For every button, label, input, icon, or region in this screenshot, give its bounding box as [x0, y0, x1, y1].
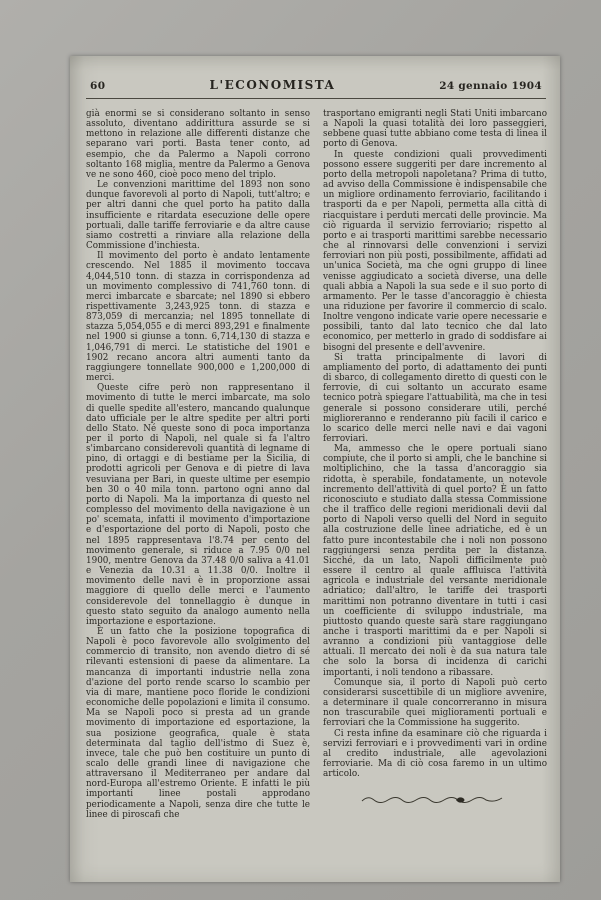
- paragraph: Si tratta principalmente di lavori di ampliamento del porto, di adattamento dei punti di sbarco, di collegamento diretto di questi con le ferrovie, di cui soltanto un accurato esame tecnico potrà spiegare l'attuabilità, ma che in tesi generale si possono considerare utili, perché miglioreranno e renderanno più facili il carico e lo scarico delle merci nelle navi e dai vagoni ferroviari.: [323, 352, 547, 444]
- squiggle-rule-ornament-icon: [360, 794, 510, 806]
- paragraph: Ma, ammesso che le opere portuali siano compiute, che il porto si ampli, che le banchine si moltiplichino, che la tassa d'ancoraggio sia ridotta, è sperabile, fondatamente, un notevole incremento dell'attività di quel porto? È un fatto riconosciuto e studiato dalla stessa Commissione che il traffico delle regioni meridionali devii dal porto di Napoli verso quelli del Nord in seguito alla costruzione delle linee adriatiche, ed è un fatto pure incontestabile che i noli non possono raggiungersi senza perdita per la distanza. Sicché, da un lato, Napoli difficilmente può essere il centro al quale affluisca l'attività agricola e industriale del versante meridionale adriatico; dall'altro, le tariffe dei trasporti marittimi non potranno diventare in tutti i casi un coefficiente di sviluppo industriale, ma piuttosto quando queste sarà stare raggiungano anche i trasporti marittimi da e per Napoli si avranno a condizioni più vantaggiose delle attuali. Il mercato dei noli è da sua natura tale che solo la borsa di incidenza di carichi importanti, i noli tendono a ribassare.: [323, 444, 547, 678]
- left-column: [86, 109, 310, 820]
- left-column-paragraphs: [86, 109, 310, 820]
- paragraph: già enormi se si considerano soltanto in senso assoluto, diventano addirittura assurde se si mettono in relazione alle differenti distanze che separano vari porti. Basta tener conto, ad esempio, che da Palermo a Napoli corrono soltanto 168 miglia, mentre da Palermo a Genova ve ne sono 460, cioè poco meno del triplo.: [86, 109, 310, 180]
- paragraph: Comunque sia, il porto di Napoli può certo considerarsi suscettibile di un migliore avvenire, a determinare il quale concorreranno in misura non trascurabile quei miglioramenti portuali e ferroviari che la Commissione ha suggerito.: [323, 677, 547, 729]
- paragraph: Ci resta infine da esaminare ciò che riguarda i servizi ferroviari e i provvedimenti vari in ordine al credito industriale, alle agevolazioni ferroviarie. Ma di ciò cosa faremo in un ultimo articolo.: [323, 728, 547, 780]
- paragraph: Queste cifre però non rappresentano il movimento di tutte le merci imbarcate, ma solo di quelle spedite all'estero, mancando qualunque dato ufficiale per le altre spedite per altri porti dello Stato. Né queste sono di poca importanza per il porto di Napoli, nel quale si fa l'altro s'imbarcano considerevoli quantità di legname di pino, di ortaggi e di bestiame per la Sicilia, di prodotti agricoli per Genova e di pietre di lava vesuviana per Bari, in queste ultime per esempio ben 30 o 40 mila tonn. partono ogni anno dal porto di Napoli. Ma la importanza di questo nel complesso del movimento della navigazione è un po' scemata, infatti il movimento d'importazione e d'esportazione del porto di Napoli, posto che nel 1895 rappresentava l'8.74 per cento del movimento generale, si riduce a 7.95 0/0 nel 1900, mentre Genova da 37.48 0/0 saliva a 41.01 e Venezia da 10.31 a 11.38 0/0. Inoltre il movimento delle navi è in proporzione assai maggiore di quello delle merci e l'aumento considerevole del tonnellaggio è dunque in questo stato seguito da analogo aumento nella importazione e esportazione.: [86, 383, 310, 627]
- paragraph: trasportano emigranti negli Stati Uniti imbarcano a Napoli la quasi totalità dei loro passeggieri, sebbene quasi tutte abbiano come testa di linea il porto di Genova.: [323, 109, 547, 150]
- page-number: 60: [90, 80, 106, 92]
- right-column: [323, 109, 547, 820]
- paragraph: È un fatto che la posizione topografica di Napoli è poco favorevole allo svolgimento del commercio di transito, non avendo dietro di sé rilevanti estensioni di paese da alimentare. La mancanza di importanti industrie nella zona d'azione del porto rende scarso lo scambio per via di mare, mantiene poco floride le condizioni economiche delle popolazioni e limita il consumo. Ma se Napoli poco si presta ad un grande movimento di importazione ed esportazione, la sua posizione geografica, quale è stata determinata dal taglio dell'istmo di Suez è, invece, tale che può ben costituire un punto di scalo delle grandi linee di navigazione che attraversano il Mediterraneo per andare dal nord-Europa all'estremo Oriente. E infatti le più importanti linee postali approdano periodicamente a Napoli, senza dire che tutte le linee di piroscafi che: [86, 626, 310, 820]
- journal-title: L'ECONOMISTA: [209, 78, 336, 92]
- paragraph: Il movimento del porto è andato lentamente crescendo. Nel 1885 il movimento toccava 4,044,510 tonn. di stazza in corrispondenza ad un movimento complessivo di 741,760 tonn. di merci imbarcate e sbarcate; nel 1890 si ebbero rispettivamente 3,243,925 tonn. di stazza e 873,059 di mercanzia; nel 1895 tonnellate di stazza 5,054,055 e di merci 893,291 e finalmente nel 1900 si giunse a tonn. 6,714,130 di stazza e 1,046,791 di merci. Le statistiche del 1901 e 1902 recano ancora altri aumenti tanto da raggiungere tonnellate 900,000 e 1,200,000 di merci.: [86, 251, 310, 384]
- paragraph: Le convenzioni marittime del 1893 non sono dunque favorevoli al porto di Napoli, tutt'altro; e per altri danni che quel porto ha patito dalla insufficiente e ritardata esecuzione delle opere portuali, dalle tariffe ferroviarie e da altre cause siamo costretti a rinviare alla relazione della Commissione d'inchiesta.: [86, 180, 310, 252]
- journal-page: [70, 56, 560, 882]
- paragraph: In queste condizioni quali provvedimenti possono essere suggeriti per dare incremento al porto della metropoli napoletana? Prima di tutto, ad avviso della Commissione è indispensabile che un migliore ordinamento ferroviario, facilitando i trasporti da e per Napoli, permetta alla città di riacquistare i perduti mercati delle provincie. Ma ciò riguarda il servizio ferroviario; rispetto al porto e ai trasporti marittimi sarebbe necessario che al rinnovarsi delle convenzioni i servizi ferroviari non più posti, possibilmente, affidati ad un'unica Società, ma che ogni gruppo di linee venisse aggiudicato a società diverse, una delle quali abbia a Napoli la sua sede e il suo porto di armamento. Per le tasse d'ancoraggio è chiesta una riduzione per favorire il commercio di scalo. Inoltre vengono indicate varie opere necessarie e possibili, tanto dal lato tecnico che dal lato economico, per metterlo in grado di soddisfare ai bisogni del presente e dell'avvenire.: [323, 149, 547, 353]
- page-header: [86, 78, 546, 96]
- issue-date: 24 gennaio 1904: [439, 80, 542, 92]
- text-columns: [86, 109, 546, 820]
- right-column-paragraphs: [323, 109, 547, 779]
- header-rule: [86, 98, 546, 99]
- section-end-divider: [323, 789, 547, 808]
